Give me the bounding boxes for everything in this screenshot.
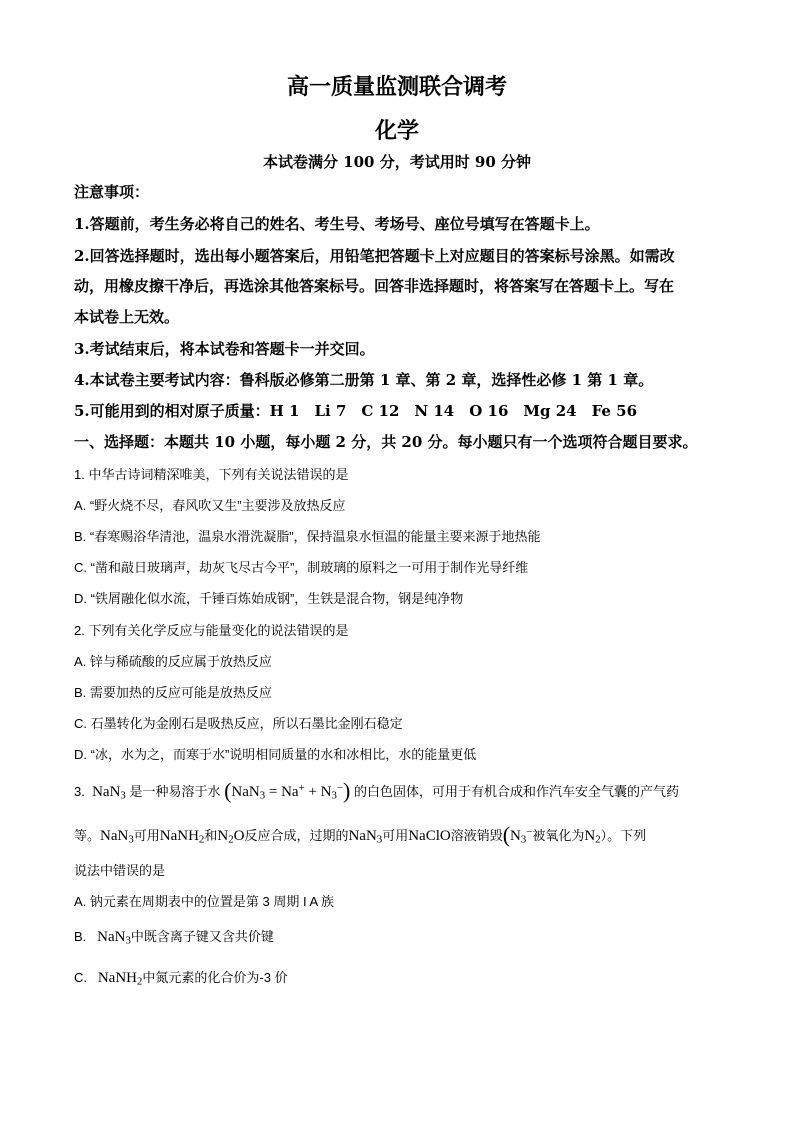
note-4: 4.本试卷主要考试内容：鲁科版必修第二册第 1 章、第 2 章，选择性必修 1 第 1 章。	[74, 371, 654, 389]
q2-option-a: A. 锌与稀硫酸的反应属于放热反应	[74, 654, 272, 669]
formula-nan3: NaN$_3$	[100, 828, 134, 846]
q1-option-b: B. “春寒赐浴华清池，温泉水滑洗凝脂”，保持温泉水恒温的能量主要来源于地热能	[74, 529, 541, 544]
q1-option-c: C. “凿和敲日玻璃声，劫灰飞尽古今平”，制玻璃的原料之一可用于制作光导纤维	[74, 560, 529, 575]
q3-number: 3.	[74, 784, 85, 799]
notes-heading: 注意事项：	[74, 183, 150, 201]
exam-info: 本试卷满分 100 分，考试用时 90 分钟	[262, 153, 532, 171]
q3-line-2: 等。NaN$_3$可用NaNH$_2$和$N_2O$反应合成，过期的NaN$_3$可用NaClO溶液销毁($N_3^-$被氧化为$N_2$）。下列	[74, 822, 647, 847]
formula-nan3: NaN$_3$	[97, 929, 131, 947]
q2-stem: 2. 下列有关化学反应与能量变化的说法错误的是	[74, 623, 349, 638]
formula-nan3: NaN$_3$	[348, 828, 383, 846]
q1-option-a: A. “野火烧不尽，春风吹又生”主要涉及放热反应	[74, 498, 346, 513]
q3-line-1: 3. NaN$_3$ 是一种易溶于水 $(NaN_3 = Na^+ + N_3^-)$ 的白色固体，可用于有机合成和作汽车安全气囊的产气药	[74, 778, 679, 803]
q2-option-c: C. 石墨转化为金刚石是吸热反应，所以石墨比金刚石稳定	[74, 716, 403, 731]
q1-stem: 1. 中华古诗词精深唯美，下列有关说法错误的是	[74, 467, 349, 482]
note-3: 3.考试结束后，将本试卷和答题卡一并交回。	[74, 340, 375, 358]
formula-n3-ion: ($N_3^-$	[502, 822, 533, 847]
formula-naclo: NaClO	[408, 828, 451, 844]
note-2-line-1: 2.回答选择题时，选出每小题答案后，用铅笔把答题卡上对应题目的答案标号涂黑。如需改	[74, 247, 675, 265]
q3-option-c: C. NaNH$_2$中氮元素的化合价为-3 价	[74, 970, 288, 988]
note-5: 5.可能用到的相对原子质量：H 1 Li 7 C 12 N 14 O 16 Mg 24 Fe 56	[74, 402, 638, 420]
q3-option-a: A. 钠元素在周期表中的位置是第 3 周期 I A 族	[74, 894, 335, 909]
q2-option-d: D. “冰，水为之，而寒于水”说明相同质量的水和冰相比，水的能量更低	[74, 747, 477, 762]
section-1-heading: 一、选择题：本题共 10 小题，每小题 2 分，共 20 分。每小题只有一个选项符合题目要求。	[74, 433, 698, 451]
subject-title: 化学	[374, 118, 419, 144]
note-1: 1.答题前，考生务必将自己的姓名、考生号、考场号、座位号填写在答题卡上。	[74, 215, 600, 233]
formula-nan3: NaN$_3$	[92, 784, 126, 802]
note-2-line-3: 本试卷上无效。	[74, 308, 180, 326]
note-2-line-2: 动，用橡皮擦干净后，再选涂其他答案标号。回答非选择题时，将答案写在答题卡上。写在	[74, 277, 675, 295]
formula-n2: $N_2$	[584, 828, 601, 846]
formula-n2o: $N_2O$	[217, 828, 245, 846]
formula-nanh2: NaNH$_2$	[97, 970, 143, 988]
q3-line-3: 说法中错误的是	[74, 863, 166, 878]
q3-option-b: B. NaN$_3$中既含离子键又含共价键	[74, 929, 274, 947]
formula-nanh2: NaNH$_2$	[159, 828, 205, 846]
q2-option-b: B. 需要加热的反应可能是放热反应	[74, 685, 272, 700]
q1-option-d: D. “铁屑融化似水流，千锤百炼始成钢”，生铁是混合物，钢是纯净物	[74, 591, 464, 606]
exam-title: 高一质量监测联合调考	[286, 74, 507, 100]
equation-nan3-dissociation: $(NaN_3 = Na^+ + N_3^-)$	[224, 778, 351, 803]
